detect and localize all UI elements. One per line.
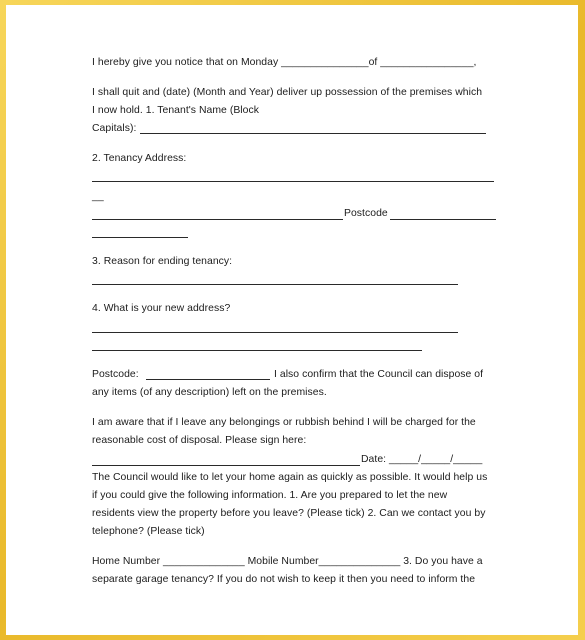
postcode-label: Postcode <box>344 208 388 219</box>
signature-field[interactable] <box>92 465 360 466</box>
council-info-line-2: if you could give the following information. 1. Are you prepared to let the new <box>92 490 448 501</box>
date-field[interactable]: Date: _____/_____/_____ <box>361 454 483 465</box>
notice-line: I hereby give you notice that on Monday _______________of ________________, <box>92 57 477 68</box>
new-postcode-field[interactable] <box>146 379 270 380</box>
block-capitals-label: Capitals): <box>92 123 137 134</box>
tenancy-address-field-3[interactable] <box>92 237 188 238</box>
tenancy-address-continuation: __ <box>92 191 104 202</box>
dispose-confirmation-line-2: any items (of any description) left on the premises. <box>92 387 327 398</box>
tenancy-address-field-2[interactable] <box>92 219 343 220</box>
tenancy-address-label: 2. Tenancy Address: <box>92 153 187 164</box>
sign-here-label: reasonable cost of disposal. Please sign here: <box>92 435 307 446</box>
new-address-field-2[interactable] <box>92 350 422 351</box>
quit-statement-line: I shall quit and (date) (Month and Year) deliver up possession of the premises which <box>92 87 483 98</box>
document-page <box>6 5 578 635</box>
council-info-line-1: The Council would like to let your home again as quickly as possible. It would help us <box>92 472 488 483</box>
new-postcode-label: Postcode: <box>92 369 139 380</box>
reason-field[interactable] <box>92 284 458 285</box>
council-info-line-4: telephone? (Please tick) <box>92 526 205 537</box>
tenancy-postcode-field[interactable] <box>390 219 496 220</box>
dispose-confirmation-line: I also confirm that the Council can dispose of <box>274 369 484 380</box>
new-address-field-1[interactable] <box>92 332 458 333</box>
tenant-name-label: I now hold. 1. Tenant's Name (Block <box>92 105 259 116</box>
garage-tenancy-line: separate garage tenancy? If you do not wish to keep it then you need to inform the <box>92 574 476 585</box>
new-address-label: 4. What is your new address? <box>92 303 231 314</box>
phone-numbers-line[interactable]: Home Number ______________ Mobile Number______________ 3. Do you have a <box>92 556 483 567</box>
reason-label: 3. Reason for ending tenancy: <box>92 256 233 267</box>
tenant-name-field[interactable] <box>140 133 486 134</box>
council-info-line-3: residents view the property before you leave? (Please tick) 2. Can we contact you by <box>92 508 486 519</box>
tenancy-address-field-1[interactable] <box>92 181 494 182</box>
belongings-statement-line: I am aware that if I leave any belongings or rubbish behind I will be charged for the <box>92 417 476 428</box>
